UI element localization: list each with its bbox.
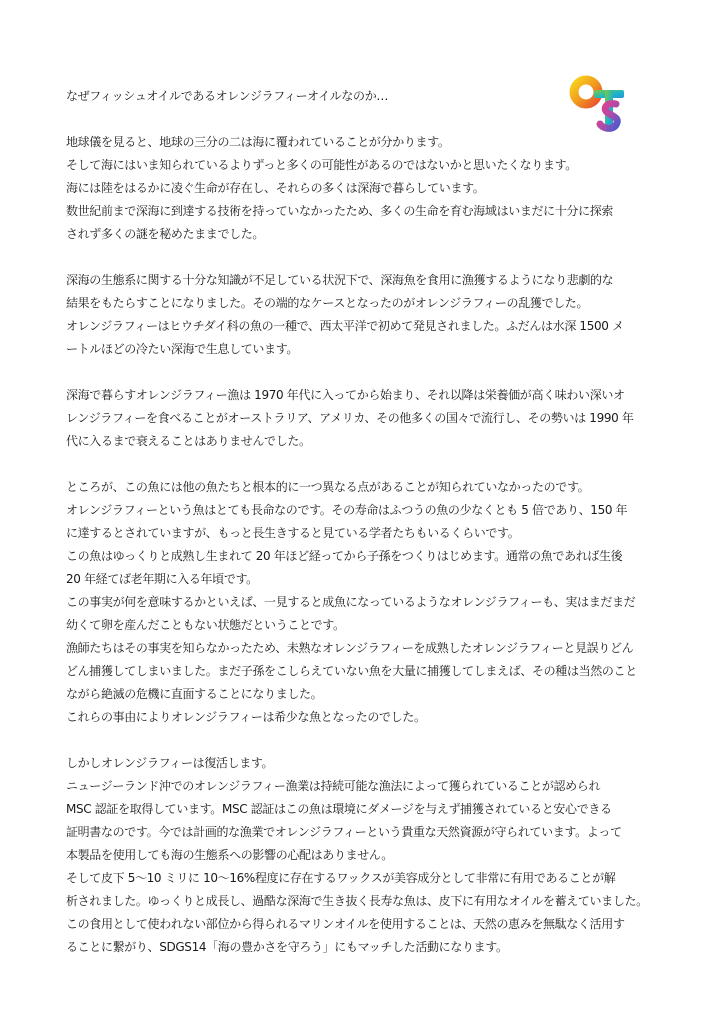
text-line: 深海の生態系に関する十分な知識が不足している状況下で、深海魚を食用に漁獲するようになり悲劇的な [66,273,614,287]
paragraph-5 [66,752,666,959]
title-block [66,85,666,108]
text-line: 地球儀を見ると、地球の三分の二は海に覆われていることが分かります。 [66,135,450,149]
text-line: オレンジラフィーという魚はとても長命なのです。その寿命はふつうの魚の少なくとも 5 倍であり、150 年 [66,503,628,517]
text-line: 析されました。ゆっくりと成長し、過酷な深海で生き抜く長寿な魚は、皮下に有用なオイルを蓄えていました。 [66,894,648,908]
paragraph-4 [66,476,666,729]
text-line: ところが、この魚には他の魚たちと根本的に一つ異なる点があることが知られていなかったのです。 [66,480,590,494]
text-line: 20 年経てば老年期に入る年頃です。 [66,572,258,586]
text-line: この事実が何を意味するかといえば、一見すると成魚になっているようなオレンジラフィーも、実はまだまだ [66,595,636,609]
text-line: 漁師たちはその事実を知らなかったため、未熟なオレンジラフィーを成熟したオレンジラフィーと見誤りどん [66,641,634,655]
paragraph-1 [66,131,666,246]
text-line: そして皮下 5～10 ミリに 10～16%程度に存在するワックスが美容成分として非常に有用であることが解 [66,871,616,885]
text-line: 幼くて卵を産んだこともない状態だということです。 [66,618,345,632]
text-line: そして海にはいま知られているよりずっと多くの可能性があるのではないかと思いたくなります。 [66,158,577,172]
text-line: この魚はゆっくりと成熟し生まれて 20 年ほど経ってから子孫をつくりはじめます。通常の魚であれば生後 [66,549,623,563]
text-line: 海には陸をはるかに凌ぐ生命が存在し、それらの多くは深海で暮らしています。 [66,181,485,195]
document-body [66,85,666,959]
text-line: ながら絶滅の危機に直面することになりました。 [66,687,323,701]
text-line: 数世紀前まで深海に到達する技術を持っていなかったため、多くの生命を育む海域はいまだに十分に探索 [66,204,614,218]
text-line: オレンジラフィーはヒウチダイ科の魚の一種で、西太平洋で初めて発見されました。ふだんは水深 1500 メ [66,319,624,333]
text-line: 証明書なのです。今では計画的な漁業でオレンジラフィーという貴重な天然資源が守られています。よって [66,825,622,839]
text-line: これらの事由によりオレンジラフィーは希少な魚となったのでした。 [66,710,426,724]
text-line: ることに繋がり、SDGS14「海の豊かさを守ろう」にもマッチした活動になります。 [66,940,508,954]
text-line: どん捕獲してしまいました。まだ子孫をこしらえていない魚を大量に捕獲してしまえば、その種は当然のこと [66,664,637,678]
paragraph-3 [66,384,666,453]
text-line: 代に入るまで衰えることはありませんでした。 [66,434,311,448]
text-line: ニュージーランド沖でのオレンジラフィー漁業は持続可能な漁法によって獲られていることが認められ [66,779,601,793]
text-line: この食用として使われない部位から得られるマリンオイルを使用することは、天然の恵みを無駄なく活用す [66,917,625,931]
text-line: レンジラフィーを食べることがオーストラリア、アメリカ、その他多くの国々で流行し、その勢いは 1990 年 [66,411,634,425]
text-line: されず多くの謎を秘めたままでした。 [66,227,265,241]
text-line: ートルほどの冷たい深海で生息しています。 [66,342,299,356]
text-line: 深海で暮らすオレンジラフィー漁は 1970 年代に入ってから始まり、それ以降は栄養価が高く味わい深いオ [66,388,625,402]
text-line: 結果をもたらすことになりました。その端的なケースとなったのがオレンジラフィーの乱獲でした。 [66,296,589,310]
text-line: に達するとされていますが、もっと長生きすると見ている学者たちもいるくらいです。 [66,526,520,540]
text-line: 本製品を使用しても海の生態系への影響の心配はありません。 [66,848,393,862]
page-title: なぜフィッシュオイルであるオレンジラフィーオイルなのか… [66,89,389,103]
text-line: MSC 認証を取得しています。MSC 認証はこの魚は環境にダメージを与えず捕獲されていると安心できる [66,802,612,816]
text-line: しかしオレンジラフィーは復活します。 [66,756,274,770]
paragraph-2 [66,269,666,361]
